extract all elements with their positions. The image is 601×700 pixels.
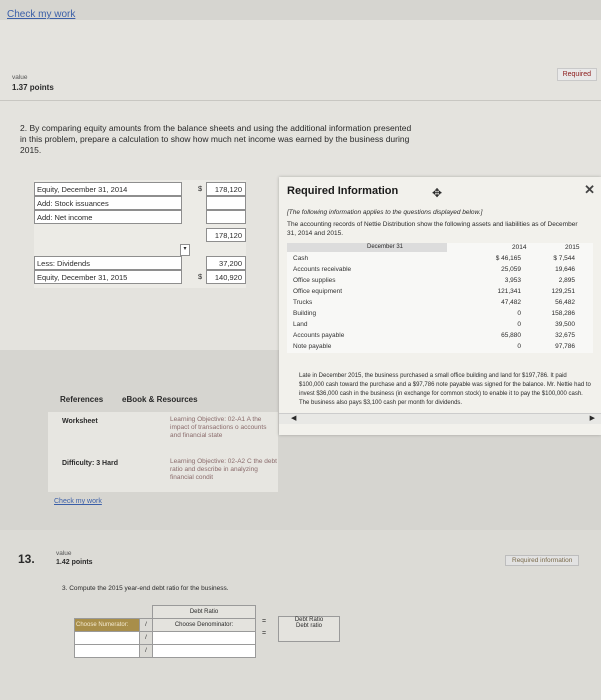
denominator-field[interactable] bbox=[153, 645, 256, 658]
equity-row bbox=[34, 210, 246, 224]
table-row: Trucks 47,482 56,482 bbox=[293, 299, 575, 306]
points-label: 1.37 points bbox=[12, 83, 54, 92]
table-row: Cash $ 46,165 $ 7,544 bbox=[293, 255, 575, 262]
worksheet-label: Worksheet bbox=[62, 418, 98, 425]
amount-field[interactable]: 37,200 bbox=[206, 256, 246, 270]
equity-table bbox=[34, 180, 246, 288]
balance-table bbox=[287, 243, 593, 353]
label-field[interactable]: Add: Net income bbox=[34, 210, 182, 224]
tab-references[interactable]: References bbox=[60, 395, 104, 404]
table-row: Accounts payable 65,880 32,675 bbox=[293, 332, 575, 339]
difficulty-label: Difficulty: 3 Hard bbox=[62, 460, 119, 467]
label-field[interactable]: Less: Dividends bbox=[34, 256, 182, 270]
points-label: 1.42 points bbox=[56, 559, 93, 566]
divide-symbol: / bbox=[140, 619, 153, 632]
learning-objective-2: Learning Objective: 02-A2 C the debt ratio and describe in analyzing financial condit bbox=[170, 458, 277, 481]
equity-row bbox=[34, 228, 246, 242]
check-my-work-link[interactable]: Check my work bbox=[7, 9, 76, 20]
divider bbox=[0, 100, 601, 101]
divide-symbol: / bbox=[140, 645, 153, 658]
popup-paragraph: Late in December 2015, the business purchased a small office building and land for $197,786. It paid $100,000 cash toward the purchase and a $97,786 note payable was signed for the balance. Mr. Nettie had to invest $36,000 cash in the business (in exchange for common stock) to enable it to pay the $100,000 cash. The business also pays $3,100 cash per month for dividends. bbox=[299, 373, 591, 406]
equity-row bbox=[34, 196, 246, 210]
value-label: value bbox=[12, 74, 28, 81]
amount-field[interactable] bbox=[206, 196, 246, 210]
popup-note: [The following information applies to the questions displayed below.] bbox=[287, 209, 483, 216]
question-text: 3. Compute the 2015 year-end debt ratio for the business. bbox=[62, 585, 229, 592]
currency: $ bbox=[198, 184, 203, 193]
equals-symbol: = bbox=[262, 630, 267, 637]
result-box bbox=[278, 616, 340, 642]
table-header: December 31 bbox=[287, 243, 447, 252]
label-field[interactable]: Equity, December 31, 2015 bbox=[34, 270, 182, 284]
amount-field[interactable] bbox=[206, 210, 246, 224]
denominator-field[interactable] bbox=[153, 632, 256, 645]
equity-row bbox=[34, 256, 246, 270]
table-row: Note payable 0 97,786 bbox=[293, 343, 575, 350]
value-label: value bbox=[56, 550, 72, 557]
horizontal-scrollbar[interactable] bbox=[279, 413, 601, 424]
move-icon[interactable]: ✥ bbox=[432, 186, 443, 200]
table-row: Land 0 39,500 bbox=[293, 321, 575, 328]
worksheet-panel bbox=[48, 412, 278, 492]
denominator-select[interactable]: Choose Denominator: bbox=[153, 619, 256, 632]
scroll-left-icon[interactable]: ◀ bbox=[291, 415, 297, 422]
table-row: Accounts receivable 25,059 19,646 bbox=[293, 266, 575, 273]
required-information-popup bbox=[279, 177, 601, 435]
numerator-select[interactable]: Choose Numerator: bbox=[75, 619, 140, 632]
scroll-right-icon[interactable]: ▶ bbox=[589, 415, 595, 422]
col-2015: 2015 bbox=[565, 244, 580, 251]
amount-field[interactable]: 140,920 bbox=[206, 270, 246, 284]
equity-row bbox=[34, 182, 246, 196]
learning-objective-1: Learning Objective: 02-A1 A the impact of transactions o accounts and financial state bbox=[170, 416, 267, 439]
numerator-field[interactable] bbox=[75, 632, 140, 645]
divide-symbol: / bbox=[140, 632, 153, 645]
result-label: Debt ratio bbox=[295, 623, 322, 629]
result-header: Debt Ratio bbox=[294, 617, 324, 623]
numerator-field[interactable] bbox=[75, 645, 140, 658]
currency: $ bbox=[198, 272, 203, 281]
equity-row bbox=[34, 270, 246, 284]
dropdown-arrow-icon[interactable]: ▾ bbox=[180, 244, 190, 256]
question-text: 2. By comparing equity amounts from the balance sheets and using the additional information presented in this problem, prepare a calculation to show how much net income was earned by the business during 2015. bbox=[20, 123, 412, 155]
col-2014: 2014 bbox=[512, 244, 527, 251]
table-row: Building 0 158,286 bbox=[293, 310, 575, 317]
label-field[interactable]: Add: Stock issuances bbox=[34, 196, 182, 210]
label-field[interactable]: Equity, December 31, 2014 bbox=[34, 182, 182, 196]
question-13-panel bbox=[0, 530, 601, 700]
required-badge: Required bbox=[557, 68, 597, 81]
ratio-header: Debt Ratio bbox=[153, 606, 256, 619]
amount-field[interactable]: 178,120 bbox=[206, 228, 246, 242]
popup-title: Required Information bbox=[287, 185, 399, 197]
label-field bbox=[34, 228, 182, 242]
tab-ebook-resources[interactable]: eBook & Resources bbox=[122, 395, 198, 404]
popup-intro: The accounting records of Nettie Distribution show the following assets and liabilities as of December 31, 2014 and 2015. bbox=[287, 221, 578, 237]
check-my-work-link-2[interactable]: Check my work bbox=[54, 498, 102, 505]
required-information-button[interactable]: Required information bbox=[505, 555, 579, 566]
question-number: 13. bbox=[18, 552, 35, 566]
table-row: Office equipment 121,341 129,251 bbox=[293, 288, 575, 295]
table-row: Office supplies 3,953 2,895 bbox=[293, 277, 575, 284]
equals-symbol: = bbox=[262, 618, 267, 625]
amount-field[interactable]: 178,120 bbox=[206, 182, 246, 196]
close-icon[interactable]: ✕ bbox=[584, 182, 595, 197]
debt-ratio-table bbox=[74, 605, 256, 658]
